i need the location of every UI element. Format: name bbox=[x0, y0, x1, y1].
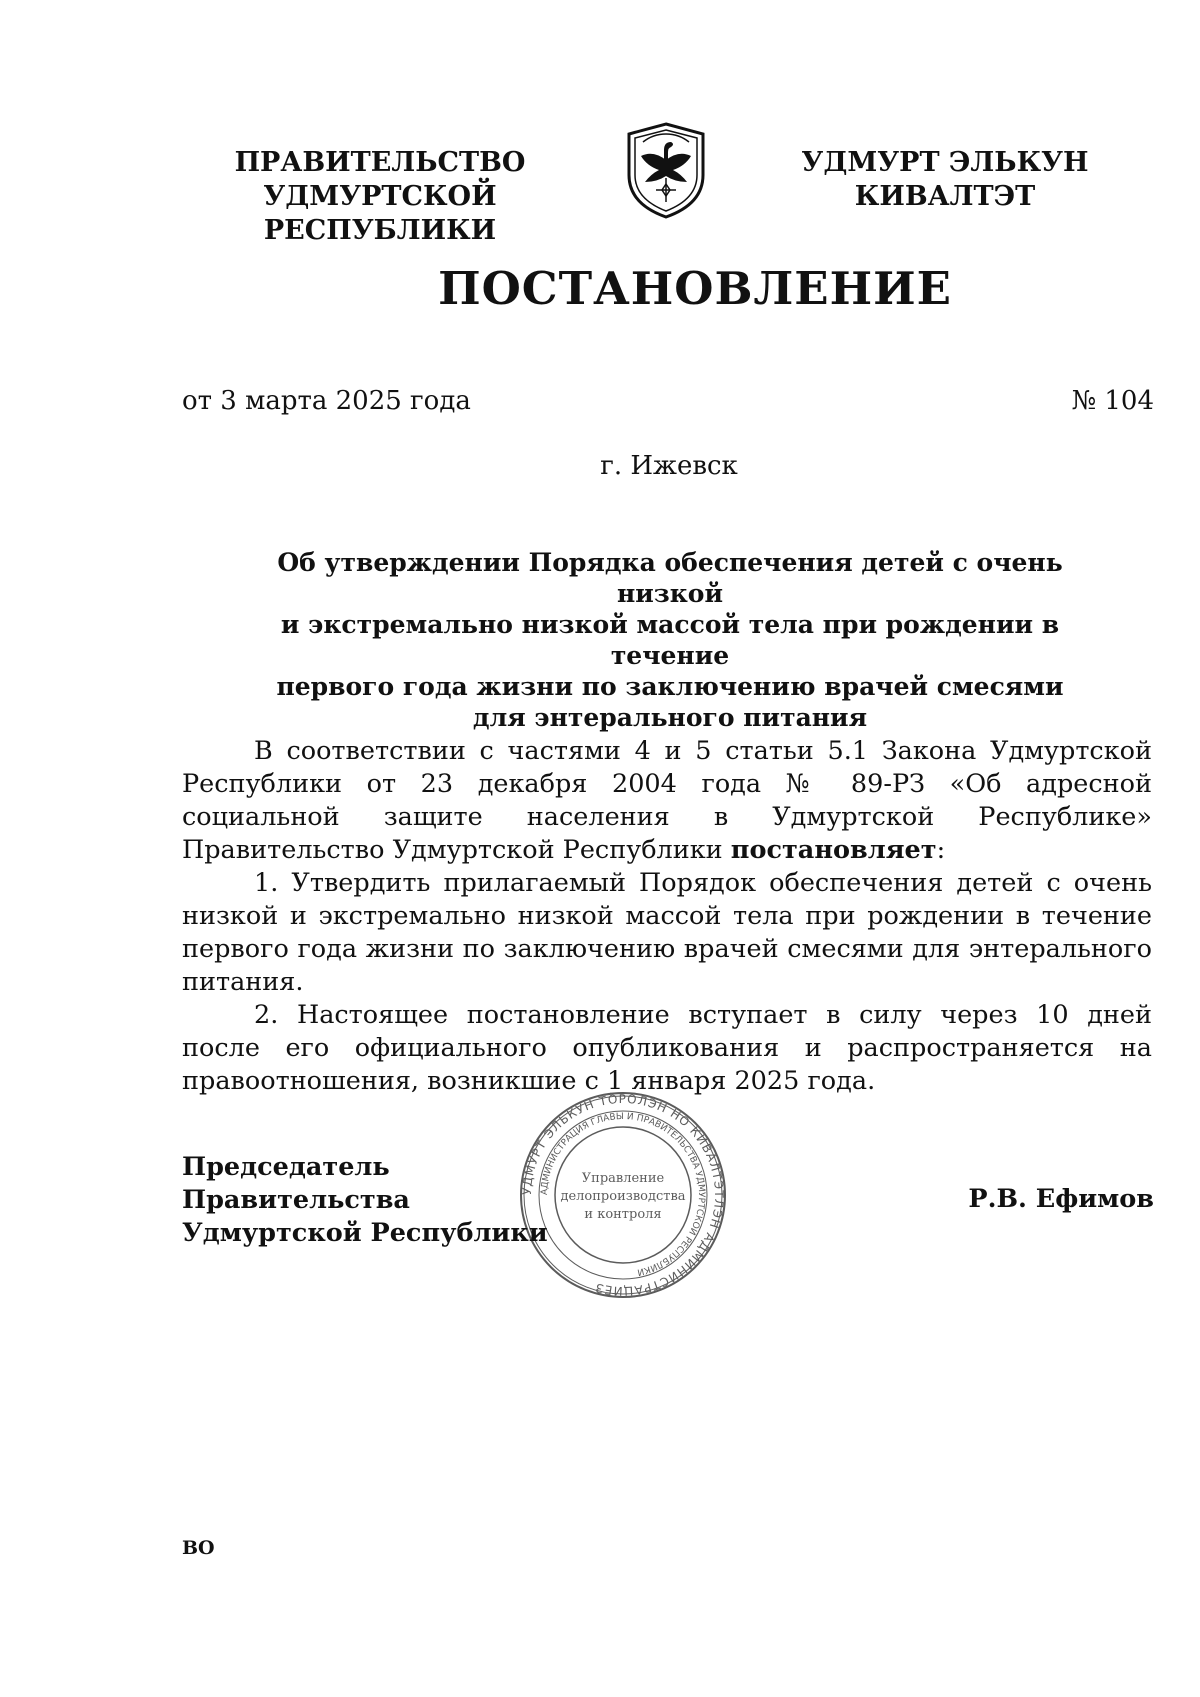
item-2-paragraph: 2. Настоящее постановление вступает в силу через 10 дней после его официального опубликования и распространяется на правоотношения, возникшие с 1 января 2025 года. bbox=[182, 1000, 1152, 1096]
coat-of-arms-icon bbox=[623, 120, 709, 220]
org-ru-line-2: УДМУРТСКОЙ РЕСПУБЛИКИ bbox=[263, 181, 497, 246]
document-title bbox=[250, 547, 1090, 733]
item-1-paragraph: 1. Утвердить прилагаемый Порядок обеспечения детей с очень низкой и экстремально низкой массой тела при рождении в течение первого года жизни по заключению врачей смесями для энтерального питания. bbox=[182, 868, 1152, 997]
resolves-colon: : bbox=[936, 835, 946, 865]
organization-name-udmurt bbox=[800, 146, 1090, 214]
title-line: для энтерального питания bbox=[472, 703, 868, 732]
seal-center-line-3: и контроля bbox=[584, 1207, 662, 1222]
title-line: и экстремально низкой массой тела при рождении в течение bbox=[280, 610, 1060, 670]
signatory-name: Р.В. Ефимов bbox=[968, 1184, 1154, 1214]
footer-code: ВО bbox=[182, 1537, 215, 1559]
seal-center-line-2: делопроизводства bbox=[560, 1189, 686, 1204]
position-line-1: Председатель Правительства bbox=[182, 1152, 410, 1215]
preamble-paragraph bbox=[182, 735, 1152, 867]
position-line-2: Удмуртской Республики bbox=[182, 1218, 548, 1248]
document-type-heading: ПОСТАНОВЛЕНИЕ bbox=[438, 262, 952, 315]
seal-outer-text: УДМУРТ ЭЛЬКУН ТӦРОЛЭН НО КИВАЛТЭТЛЭН АДМИНИСТРАЦИЕЗ bbox=[519, 1091, 727, 1299]
document-city: г. Ижевск bbox=[600, 451, 738, 481]
document-number: № 104 bbox=[1071, 386, 1154, 416]
org-ud-line-2: КИВАЛТЭТ bbox=[854, 181, 1036, 212]
org-ru-line-1: ПРАВИТЕЛЬСТВО bbox=[234, 147, 526, 178]
seal-center-line-1: Управление bbox=[581, 1171, 665, 1186]
preamble-text: В соответствии с частями 4 и 5 статьи 5.1 Закона Удмуртской Республики от 23 декабря 2004 года № 89-РЗ «Об адресной социальной защите населения в Удмуртской Республике» Правительство Удмуртской Республики bbox=[182, 736, 1152, 865]
document-date: от 3 марта 2025 года bbox=[182, 386, 471, 416]
seal-inner-text: АДМИНИСТРАЦИЯ ГЛАВЫ И ПРАВИТЕЛЬСТВА УДМУРТСКОЙ РЕСПУБЛИКИ bbox=[539, 1111, 707, 1277]
document-body bbox=[182, 735, 1152, 1098]
org-ud-line-1: УДМУРТ ЭЛЬКУН bbox=[801, 147, 1089, 178]
organization-name-russian bbox=[150, 146, 610, 248]
title-line: Об утверждении Порядка обеспечения детей с очень низкой bbox=[277, 548, 1063, 608]
resolves-word: постановляет bbox=[730, 835, 937, 865]
signatory-position bbox=[182, 1151, 602, 1250]
title-line: первого года жизни по заключению врачей смесями bbox=[276, 672, 1064, 701]
